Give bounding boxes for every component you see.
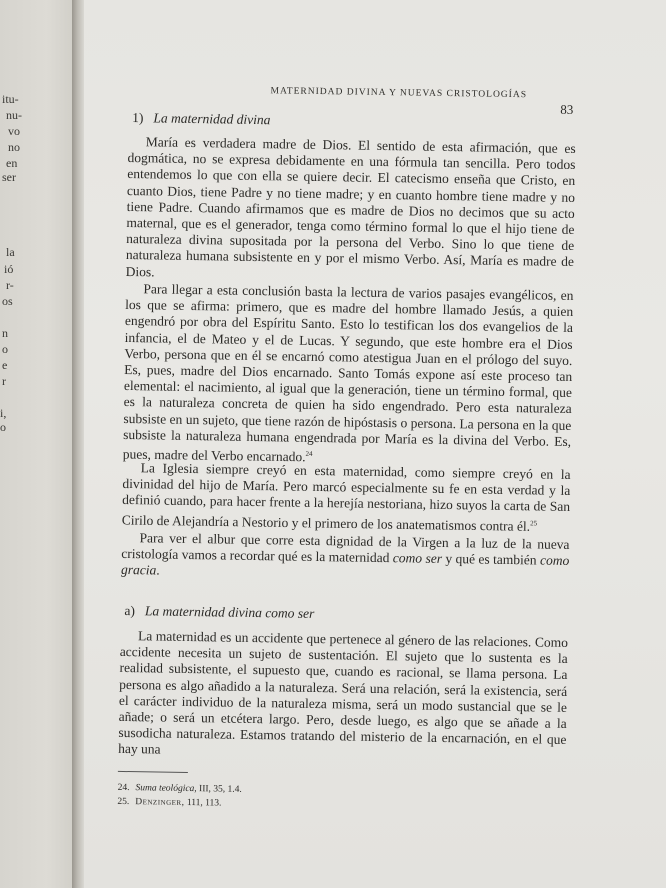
paragraph: María es verdadera madre de Dios. El sentido de esta afirmación, que es dogmática, no se expresa debidamente en una fórmula tan sencilla. Pero todos entendemos lo que con ella se quiere decir. El catecismo enseña que Cristo, en cuanto Dios, tiene Padre y no tiene madre; y en cuanto hombre tiene madre y no tiene Padre. Cuando afirmamos que es madre de Dios no decimos que su acto maternal, que es el generador, tenga como término formal lo que el hijo tiene de naturaleza divina supositada por la persona del Verbo. Sino lo que tiene de naturaleza humana subsistente en y por el mismo Verbo. Así, María es madre de Dios. [125,134,576,280]
left-page-fragment: no [8,140,20,154]
section-title: La maternidad divina [153,110,271,128]
left-page-fragment: o [2,342,8,356]
left-page-fragment: o [0,420,6,434]
paragraph: La maternidad es un accidente que pertenece al género de las relaciones. Como accidente necesita un sujeto de sustentación. El sujeto que lo sustenta es la realidad subsistente, el supuesto que, cuando es racional, se llama persona. La persona es algo añadido a la naturaleza. Será una relación, será la existencia, será el carácter individuo de la naturaleza misma, será un modo sustancial que se le añade; o será un etcétera largo. Pero, desde luego, es algo que se añade a la susodicha naturaleza. Estamos tratando del misterio de la encarnación, en el que hay una [118,628,569,757]
subsection-number: a) [124,602,136,619]
section-heading [132,110,270,128]
footnote: 25. Denzinger, 111, 113. [117,796,222,809]
footnote-divider [118,771,188,773]
left-page-fragment: nu- [6,108,22,122]
paragraph: Para llegar a esta conclusión basta la lectura de varios pasajes evangélicos, en los que se afirma: primero, que es madre del hombre llamado Jesús, a quien engendró por obra del Espíritu Santo. Esto lo testifican los dos evangelios de la infancia, el de Mateo y el de Lucas. Y segundo, que este hombre era el Dios Verbo, persona que en él se encarnó como atestigua Juan en el prólogo del suyo. Es, pues, madre del Dios encarnado. Santo Tomás expone así este proceso tan elemental: el nacimiento, al igual que la generación, tiene un término formal, que es la naturaleza concreta de quien ha sido engendrado. Pero esta naturaleza subsiste en un sujeto, que tiene razón de hipóstasis o persona. La persona en la que subsiste la naturaleza humana engendrada por María es la divina del Verbo. Es, pues, madre del Verbo encarnado.$^{24}$ [122,281,574,465]
footnote: 24. Suma teológica, III, 35, 1.4. [117,782,242,795]
paragraph: La Iglesia siempre creyó en esta maternidad, como siempre creyó en la divinidad del hijo de María. Pero marcó especialmente su fe en esta verdad y la definió cuando, para hacer frente a la herejía nestoriana, hizo suyos la carta de San Cirilo de Alejandría a Nestorio y el primero de los anatematismos contra él.$^{25}$ [121,460,571,534]
left-page-fragment: i, [0,406,7,420]
book-page [84,0,666,888]
left-page-fragment: ser [2,170,16,184]
left-page-fragment: ió [4,262,14,276]
left-page-fragment: vo [8,124,20,138]
section-number: 1) [132,110,144,126]
left-page-fragment: e [2,358,8,372]
left-page-fragment: la [6,245,15,259]
left-page-fragment: os [2,294,13,308]
left-page-fragment: itu- [2,92,19,106]
left-page-fragment: r- [6,278,14,292]
page-number: 83 [560,101,574,117]
running-header: MATERNIDAD DIVINA Y NUEVAS CRISTOLOGÍAS [270,86,528,101]
paragraph: Para ver el albur que corre esta dignidad de la Virgen a la luz de la nueva cristología vamos a recordar qué es la maternidad como ser y qué es también como gracia. [120,530,570,578]
subsection-title: La maternidad divina como ser [144,603,315,621]
page-content [117,0,578,809]
subsection-heading [124,603,314,622]
left-page-fragment: r [2,374,6,388]
left-page-fragment: en [6,156,18,170]
footnote-ref: 24 [305,449,313,458]
left-page-edge [0,0,78,888]
footnote-ref: 25 [530,518,538,528]
left-page-fragment: n [2,326,8,340]
